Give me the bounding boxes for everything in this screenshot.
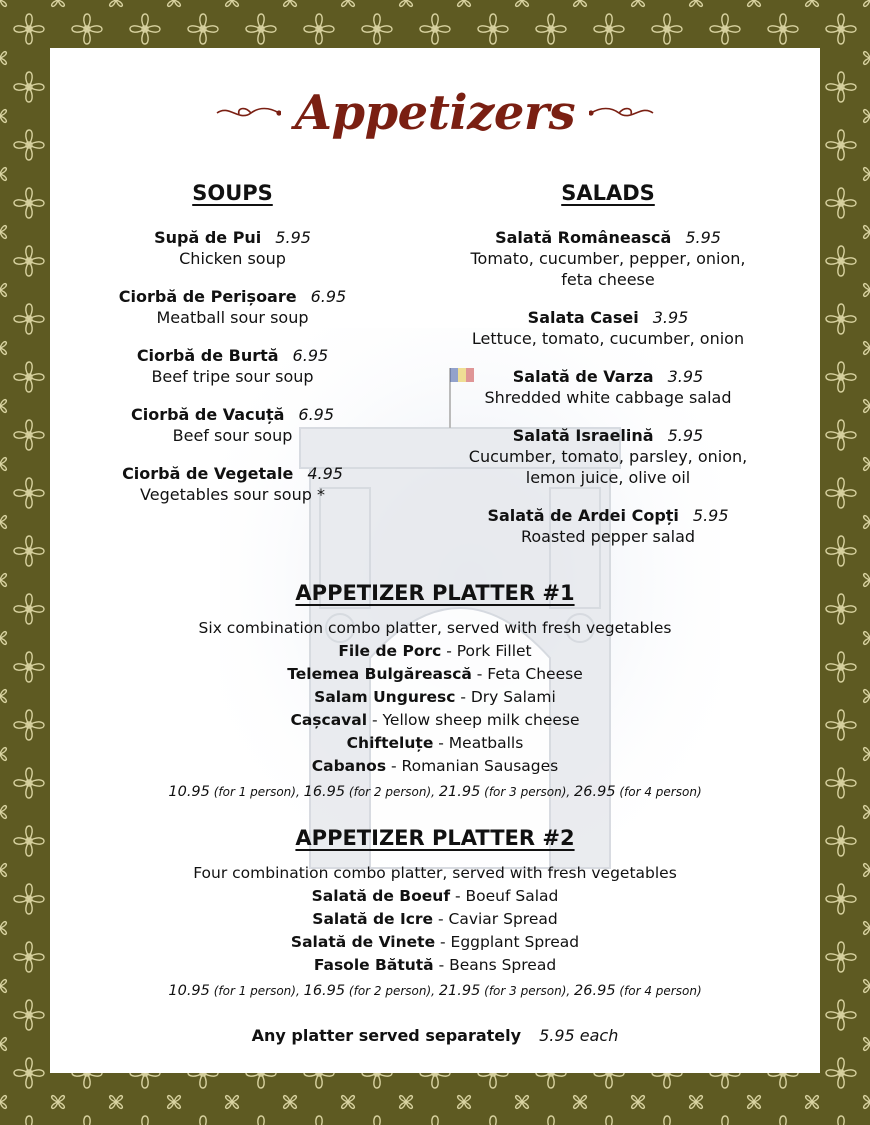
platter-item-name: Salam Unguresc	[314, 688, 456, 706]
platter-row	[50, 885, 820, 908]
platter-row	[50, 954, 820, 977]
price-note: (for 4 person)	[615, 984, 702, 998]
item-name: Salată Israelină	[512, 426, 654, 445]
item-description: Meatball sour soup	[156, 308, 309, 327]
item-description: Beef sour soup	[172, 426, 293, 445]
platter-row	[50, 908, 820, 931]
salads-heading: SALADS	[561, 181, 655, 205]
platter-row	[50, 931, 820, 954]
price-note: (for 1 person),	[209, 984, 304, 998]
item-price: 6.95	[292, 346, 329, 365]
platter-item-desc: - Yellow sheep milk cheese	[367, 711, 580, 729]
price-value: 10.95	[168, 784, 210, 800]
platter-item-name: Fasole Bătută	[313, 956, 434, 974]
platter-1-heading: APPETIZER PLATTER #1	[295, 581, 575, 605]
platter-item-desc: - Dry Salami	[455, 688, 556, 706]
soups-section	[60, 181, 405, 522]
platter-item-name: Salată de Icre	[312, 910, 434, 928]
separate-platter-label: Any platter served separately	[251, 1026, 522, 1045]
menu-item	[60, 345, 405, 387]
item-price: 5.95	[667, 426, 704, 445]
platter-item-name: Cașcaval	[290, 711, 368, 729]
item-description: Shredded white cabbage salad	[484, 388, 732, 407]
menu-item	[447, 505, 769, 547]
menu-item	[447, 366, 769, 408]
platter-item-name: File de Porc	[338, 642, 442, 660]
menu-item	[60, 404, 405, 446]
platter-1-pricing	[50, 784, 820, 800]
platter-item-desc: - Eggplant Spread	[435, 933, 580, 951]
item-price: 5.95	[275, 228, 311, 247]
item-name: Ciorbă de Vegetale	[122, 464, 294, 483]
platter-row	[50, 663, 820, 686]
platter-item-desc: - Boeuf Salad	[450, 887, 559, 905]
item-name: Salata Casei	[527, 308, 639, 327]
platter-item-name: Salată de Vinete	[290, 933, 436, 951]
item-name: Salată de Varza	[512, 367, 654, 386]
platter-item-desc: - Romanian Sausages	[386, 757, 559, 775]
platter-2-section	[50, 826, 820, 999]
item-name: Ciorbă de Vacuță	[130, 405, 285, 424]
platter-item-desc: - Caviar Spread	[433, 910, 558, 928]
price-note: (for 3 person),	[480, 785, 575, 799]
menu-item	[60, 286, 405, 328]
platter-item-desc: - Beans Spread	[433, 956, 557, 974]
item-name: Ciorbă de Burtă	[136, 346, 279, 365]
price-note: (for 4 person)	[615, 785, 702, 799]
item-price: 6.95	[310, 287, 347, 306]
price-note: (for 2 person),	[345, 984, 439, 998]
item-description: Tomato, cucumber, pepper, onion,	[470, 249, 746, 268]
price-value: 21.95	[438, 983, 481, 999]
salads-section	[447, 181, 769, 564]
item-description: lemon juice, olive oil	[525, 468, 691, 487]
item-description: Lettuce, tomato, cucumber, onion	[471, 329, 745, 348]
item-description: Chicken soup	[179, 249, 286, 268]
platter-row	[50, 686, 820, 709]
platter-1-intro: Six combination combo platter, served with fresh vegetables	[198, 619, 672, 637]
price-value: 16.95	[303, 983, 346, 999]
menu-item	[447, 425, 769, 488]
left-flourish-icon	[215, 102, 281, 124]
platter-1-section	[50, 581, 820, 800]
item-description: feta cheese	[561, 270, 655, 289]
price-note: (for 2 person),	[345, 785, 439, 799]
platter-2-heading: APPETIZER PLATTER #2	[295, 826, 575, 850]
separate-platter-line	[50, 1026, 820, 1045]
platter-item-name: Salată de Boeuf	[311, 887, 451, 905]
page-title: Appetizers	[294, 85, 576, 141]
item-description: Vegetables sour soup *	[140, 485, 325, 504]
item-price: 3.95	[652, 308, 689, 327]
menu-panel	[50, 48, 820, 1073]
menu-item	[60, 227, 405, 269]
item-price: 5.95	[692, 506, 729, 525]
platter-item-desc: - Feta Cheese	[471, 665, 583, 683]
separate-platter-price: 5.95 each	[539, 1026, 619, 1045]
price-value: 16.95	[303, 784, 346, 800]
item-price: 3.95	[667, 367, 704, 386]
item-description: Roasted pepper salad	[520, 527, 696, 546]
platter-item-name: Chifteluțe	[346, 734, 434, 752]
item-price: 4.95	[307, 464, 343, 483]
price-note: (for 1 person),	[209, 785, 304, 799]
price-value: 10.95	[168, 983, 210, 999]
platter-2-intro: Four combination combo platter, served with fresh vegetables	[193, 864, 677, 882]
menu-item	[447, 307, 769, 349]
item-description: Cucumber, tomato, parsley, onion,	[468, 447, 748, 466]
platter-row	[50, 640, 820, 663]
platter-row	[50, 755, 820, 778]
platter-item-desc: - Pork Fillet	[441, 642, 532, 660]
price-note: (for 3 person),	[480, 984, 575, 998]
price-value: 26.95	[574, 784, 616, 800]
soups-heading: SOUPS	[192, 181, 273, 205]
platter-row	[50, 732, 820, 755]
item-description: Beef tripe sour soup	[151, 367, 314, 386]
title-row	[50, 78, 820, 148]
price-value: 26.95	[574, 983, 616, 999]
item-price: 6.95	[298, 405, 335, 424]
platter-item-name: Telemea Bulgărească	[287, 665, 472, 683]
menu-item	[60, 463, 405, 505]
item-name: Salată de Ardei Copți	[487, 506, 679, 525]
platter-item-desc: - Meatballs	[433, 734, 524, 752]
item-name: Ciorbă de Perișoare	[118, 287, 297, 306]
menu-item	[447, 227, 769, 290]
platter-item-name: Cabanos	[311, 757, 387, 775]
platter-row	[50, 709, 820, 732]
item-name: Supă de Pui	[154, 228, 262, 247]
platter-2-pricing	[50, 983, 820, 999]
price-value: 21.95	[438, 784, 481, 800]
item-price: 5.95	[685, 228, 721, 247]
right-flourish-icon	[589, 102, 655, 124]
item-name: Salată Românească	[495, 228, 672, 247]
